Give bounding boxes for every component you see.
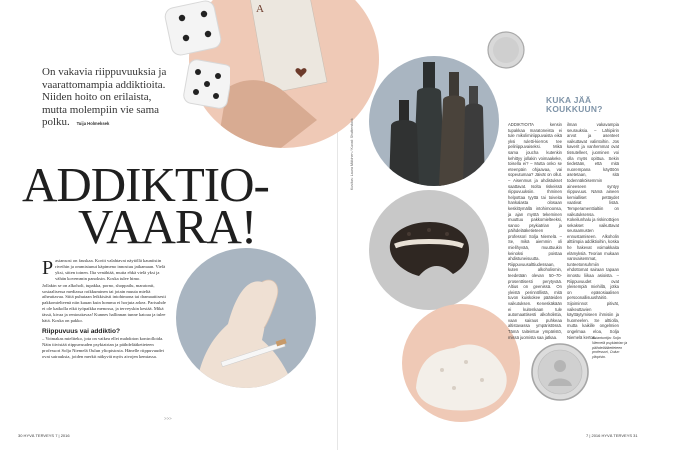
cookie-image — [369, 190, 489, 310]
bottles-image — [369, 56, 499, 186]
sidebar-heading: KUKA JÄÄ KOUKKUUN? — [546, 95, 603, 114]
continue-arrow: >>> — [164, 416, 172, 421]
pull-quote — [42, 66, 172, 131]
drop-cap: P — [42, 257, 54, 279]
headline-line-2: VAARA! — [78, 199, 257, 254]
portrait-coin-image — [530, 342, 590, 402]
pull-quote-author: Tuija Holmeksek — [76, 121, 110, 127]
pull-quote-text: On vakavia riippuvuuksia ja vaarattomampia addiktioita. Niiden hoito on erilaista, mutta molempiin vie sama polku. — [42, 66, 167, 129]
coin-image — [486, 30, 526, 70]
headline — [22, 157, 302, 254]
sidebar-column-2: ilman vakavampia seurauksia. – Lähipiirin arvot ja asenteet vaikuttavat valintoihin. Jos kaverit ja vanhemmat ovat tissutelleet, juominen voi olla myös opittua. Sekin tiedetään, että mitä nuorempana käyttöön asetetaan, sitä todennäköisemmin aineeseen syntyy riippuvuus. Nämä aineen kemialliset pettäydet vaativat lisää. Temperamenttialtiin on vaikutuksensa. Kokeilunhalu ja riskinottojen sekakset vaikuttavat seuraamusten ennustamiseen. Alkoholin alttiimpia addiktioihin, koska he hakevat voimakkaita elämyksiä. Teorian mukaan varovaisemmat, tunteetonsuhmiin ehdottomat sairaan tapaan innostu liikaa asioista. – Riippuvuudet ovat yleisempiä miehillä, jotka on epäsosiaalisen persoonallisuushäiriö. Sijoiminnot pitivät, vaikeuttavien käyttäytymiseen ihmisiin ja huomeelen. Se alttiolla, mutta kaikille ongelmien ongelmaa eloa, Solja Niemelä kertoo. — [567, 122, 619, 340]
article-body — [42, 258, 168, 360]
intro-text: asiansosi on fauskaa. Kortit valahtavat näytöllä kauniisiin riveihin ja ommistunut käpimeno innostuu jatkamaan. Vielä yksi, sitten toinen. Ilta venähtää, mutta ehkä vielä yksi ja vähän kovemmin panoksin. Koska tulee himo. — [55, 258, 166, 281]
sidebar-column-1: ADDIKTIOITA kensin tupakkaa maratoneista ei tule mikolimiriippuvaista eikä yksi ruletti-kierros tee peliriippuvaiseksi. Mikä sama joucha kutenkin kehittyy jollakin voimaakeke, toisella ei? – Mutta onko se eteenpäin ohjaavaa, vai sopeutumaa? Jäivät on ollut. – Aisenmus ja ahdistukset saattavat. Isolta riskeissä riippuvuuksiin. Ihminen helpottaa tyyttä tai toiveita hankalasta olosaan keskittymällä intohimoonsa, ja ajan myötä tekeminen muuttuu pakkomielteeksi, sanoo psykiatrian ja päihdelääketieteen professori Solja Niemelä. – Se, mikä aiemmin oli mielihyvää, muuttuukin keinoksi poistaa ahdistuneisuutta. Riippuvuusalttiudessaan, kuten alkoholismin, teedetään olevan 50–70-prosenttisesti perytyvää. Altius on geenissä. On yleistä perinnöllistä, mitä tuvon kuiskokee pääteiden vaikutuksen. Keneskäkään ei kuitenkaan tule automaattisesti alkoholistia, vaan sairaus puhkeaa altistavassa ympäristössä. Tämä taiteintue ympäristö, missä juomista saa jatkaa. — [508, 122, 562, 340]
right-folio: 7 | 2016 HYVÄ TERVEYS 31 — [586, 433, 638, 438]
left-folio: 30 HYVÄ TERVEYS 7 | 2016 — [18, 433, 70, 438]
svg-text:A: A — [256, 3, 264, 15]
intro-paragraph — [42, 258, 168, 282]
sub-text: – Voimakas mielitekо, jota on vaikea ellei mahdoton kontrolloida. Näin tiivistää riippuvuuden psykiatrian ja päihdelääketieteen professori Solja Niemelä Oulun yliopistosta. Hänelle riippuvuudet ovat sairauksia, joiden merkit näkyvät myös aivojen kemiassa. — [42, 335, 164, 359]
ice-cream-image — [402, 304, 520, 422]
subheading: Riippuvuus vai addiktio? — [42, 327, 121, 335]
portrait-caption: Asiantuntija: Solja Niemelä psykiatrian ja päihdelääketieteen professori, Oulun yliopisto. — [592, 336, 628, 360]
hand-cigarette-image — [176, 248, 316, 388]
headline-line-1: ADDIKTIO- — [22, 157, 269, 212]
photo-credit: Kuvitus: Laura Mäkinen / Kuvat: Shutterstock — [350, 118, 354, 190]
body-text: Jollakin se on alkoholi, tupakka, porno, shoppailu, maratonit, sosiaalisessa mediassa roikkuminen tai jotain muuta mieltä aiheuttavaa. Siitä puhutaan leikkisästi intohimona tai dramaattisesti pakkomielteenä niin kauan kuin homma ei horjuta arkea. Parisuhde ei ole katkolla eikä työpaikka menossa, ja terveyskin kestää. Mikä tässä, kivaa ja rentouttavaa! Kunnes hallinnan tunne katoaa ja tulee hätä. Koska on pakko. — [42, 282, 166, 324]
